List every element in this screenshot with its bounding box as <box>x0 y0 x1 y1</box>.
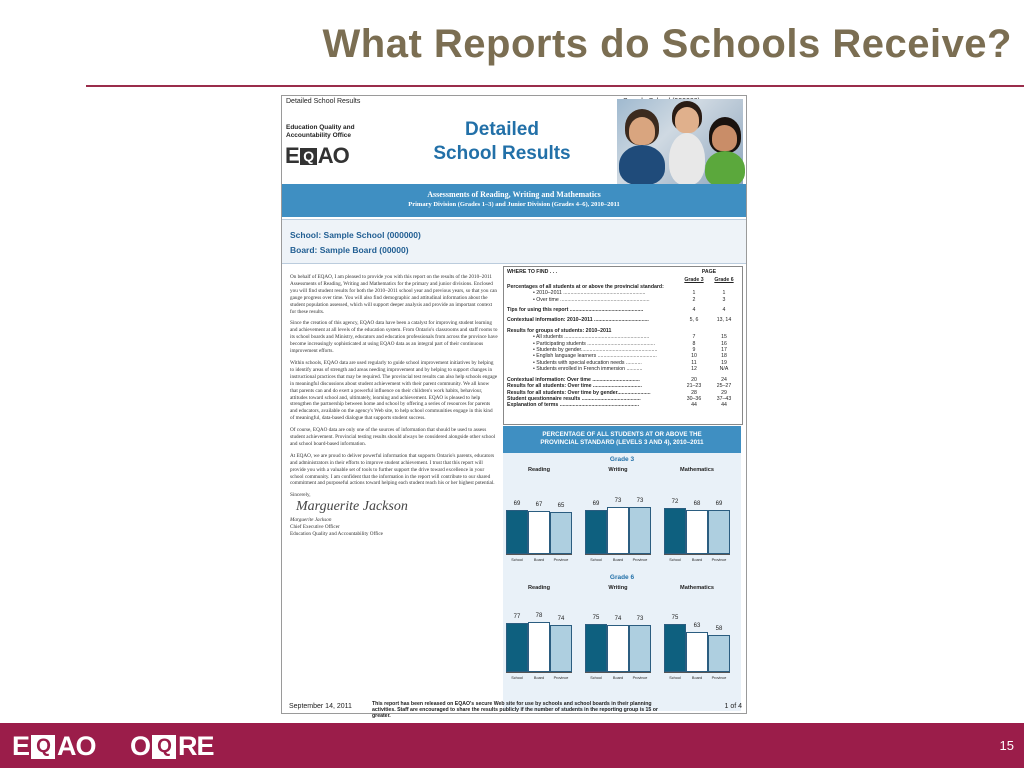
bar-province <box>708 510 730 554</box>
report-image <box>281 95 747 719</box>
subject-label: Mathematics <box>680 467 714 473</box>
toc-row: • Students enrolled in French immersion ........... 12 N/A <box>533 366 729 373</box>
bar-value-label: 78 <box>535 613 543 619</box>
chart-baseline <box>585 672 651 673</box>
bar-value-label: 74 <box>557 616 565 622</box>
category-label: School <box>511 558 523 562</box>
results-panel <box>503 426 741 711</box>
toc-row: Contextual information: 2010–2011 ...................................... 5, 6 13, 14 <box>507 317 732 324</box>
bar-board <box>607 625 629 672</box>
chart-baseline <box>506 554 572 555</box>
toc-row: • Participating students ............................................... 8 16 <box>533 340 727 347</box>
assessment-banner: Assessments of Reading, Writing and Mathematics Primary Division (Grades 1–3) and Junior Division (Grades 4–6), 2010–2011 <box>282 184 746 217</box>
report-header-left: Detailed School Results <box>286 98 361 105</box>
eqao-footer-logo: E Q AO <box>12 731 96 761</box>
subject-label: Reading <box>527 585 551 591</box>
bar-value-label: 73 <box>636 616 644 622</box>
category-label: School <box>669 558 681 562</box>
toc-row: Results for groups of students: 2010–2011 <box>507 327 612 334</box>
bar-school <box>506 623 528 672</box>
bar-value-label: 67 <box>535 502 543 508</box>
oqre-footer-logo: O Q RE <box>130 731 214 761</box>
category-label: Province <box>553 558 569 562</box>
bar-school <box>585 510 607 554</box>
subject-label: Reading <box>527 467 551 473</box>
toc-row: • Over time .............................................................. 2 3 <box>533 296 726 303</box>
bar-province <box>550 512 572 554</box>
slide-title: What Reports do Schools Receive? <box>322 22 1012 66</box>
bar-board <box>528 511 550 554</box>
category-label: Board <box>691 676 703 680</box>
school-name: School: Sample School (000000) <box>290 230 421 240</box>
chart-baseline <box>506 672 572 673</box>
bar-school <box>664 508 686 554</box>
report-title: Detailed School Results <box>433 119 571 164</box>
category-label: School <box>590 676 602 680</box>
category-label: Province <box>711 676 727 680</box>
toc-row: Student questionnaire results ......................................... 30–36 37–43 <box>507 395 732 402</box>
subject-label: Writing <box>608 467 628 473</box>
grade-label: Grade 6 <box>609 574 635 581</box>
category-label: Board <box>612 558 624 562</box>
toc-row: Percentages of all students at or above the provincial standard: <box>507 283 664 290</box>
students-photo <box>617 99 743 184</box>
category-label: Board <box>691 558 703 562</box>
category-label: School <box>669 676 681 680</box>
bar-school <box>585 624 607 672</box>
bar-value-label: 75 <box>592 615 600 621</box>
school-info <box>282 219 746 264</box>
bar-value-label: 69 <box>715 501 723 507</box>
signature: Marguerite Jackson <box>296 499 408 515</box>
toc-row: Contextual information: Over time ................................. 20 24 <box>507 376 727 383</box>
bar-province <box>550 625 572 672</box>
toc-row: • 2010–2011 ......................................................... 1 1 <box>533 290 726 297</box>
toc-row: Results for all students: Over time .................................. 21–23 25–27 <box>507 383 732 390</box>
cover-letter: On behalf of EQAO, I am pleased to provide you with this report on the results of the 2010–2011 Assessments of Reading, Writing and Mathematics for the primary and junior divisions. Enclosed you will find student results for both the 2010–2011 school year and previous years, so that you can gauge progress over time. You will also find demographic and attitudinal information about the student population assessed, which will support deeper analysis and provide an important context for these results. Since the creation of this agency, EQAO data have been a catalyst for improving student learning and achievement at all levels of the education system. From Ontario's classrooms and staff rooms to its school boards and Ministry, educators and education professionals from across the province have become increasingly sophisticated at using EQAO data as an integral part of their continuous improvement efforts. Within schools, EQAO data are used regularly to guide school improvement initiatives by helping to identify areas of strength and areas needing improvement and by helping to support changes in instructional practices that may be required. The provincial test results can also help schools engage in meaningful discussions about student achievement with their parent community. We all know that parents can and do exert a powerful influence on their children's work habits, behaviour, attitudes toward school and, ultimately, learning and achievement. EQAO is pleased to help strengthen the partnership between home and school by offering a series of resources for parents and educators, available on the agency's Web site, to help school communities engage in this kind of meaningful, data-based dialogue that supports student success. Of course, EQAO data are only one of the sources of information that should be used to assess student achievement. Provincial testing results should always be considered alongside other school and school board-based information. At EQAO, we are proud to deliver powerful information that supports Ontario's parents, educators and administrators in their efforts to improve student achievement. I trust that this report will provide you with a valuable set of tools to further support the drive toward excellence in your school community. I am confident that the information in the report will contribute to our shared commitment and purposeful actions toward helping each student reach his or her highest potential. Sincerely, Marguerite Jackson Marguerite Jackson Chief Executive Officer Education Quality and Accountability Office <box>290 274 498 537</box>
where-to-find-box: WHERE TO FIND . . . PAGE Grade 3 Grade 6 Percentages of all students at or above the provincial standard: • 2010–2011 ......................................................... 1 1 • Over time .............................................................. 2 3 Tips for using this report ................................................... 4 4 Contextual information: 2010–2011 ...................................... 5, 6 13, 14 Results for groups of students: 2010–2011 • All students ........................................................... 7 15 • Participating students ............................................... 8 16 • Students by gender..................................................... 9 17 • English language learners ......................................... 10 18 • Students with special education needs ........... 11 19 • Students enrolled in French immersion ........... 12 N/A Contextual information: Over time ................................. 20 24 Results for all students: Over time .................................. 21–23 25–27 Results for all students: Over time by gender....................... 28 29 Student questionnaire results ......................................... 30–36 37–43 Explanation of terms ....................................................... 44 44 <box>503 266 743 425</box>
bar-value-label: 65 <box>557 503 565 509</box>
footer-bar <box>0 723 1024 768</box>
subject-label: Writing <box>608 585 628 591</box>
results-header: PERCENTAGE OF ALL STUDENTS AT OR ABOVE THE PROVINCIAL STANDARD (LEVELS 3 AND 4), 2010–2011 <box>503 426 741 453</box>
bar-board <box>607 507 629 554</box>
category-label: Board <box>533 676 545 680</box>
toc-row: • All students ........................................................... 7 15 <box>533 334 727 341</box>
toc-row: Tips for using this report ................................................... 4 4 <box>507 307 726 314</box>
toc-row: • English language learners ......................................... 10 18 <box>533 353 727 360</box>
chart-baseline <box>585 554 651 555</box>
bar-value-label: 58 <box>715 626 723 632</box>
report-footer: September 14, 2011 This report has been released on EQAO's secure Web site for use by schools and school boards in their planning activities. Staff are encouraged to share the results publicly if the number of students in the reporting group is 15 or greater. 1 of 4 <box>289 701 742 719</box>
org-name: Education Quality and Accountability Office <box>286 124 355 139</box>
subject-label: Mathematics <box>680 585 714 591</box>
bar-value-label: 73 <box>636 498 644 504</box>
category-label: Province <box>632 676 648 680</box>
bar-province <box>708 635 730 672</box>
category-label: Province <box>711 558 727 562</box>
chart-baseline <box>664 672 730 673</box>
bar-value-label: 74 <box>614 616 622 622</box>
toc-row: • Students by gender..................................................... 9 17 <box>533 347 727 354</box>
category-label: Province <box>632 558 648 562</box>
bar-value-label: 68 <box>693 501 701 507</box>
bar-board <box>528 622 550 672</box>
category-label: Board <box>612 676 624 680</box>
eqao-logo: E Q AO <box>285 143 349 168</box>
page-number: 15 <box>999 738 1014 753</box>
bar-value-label: 75 <box>671 615 679 621</box>
bar-school <box>506 510 528 554</box>
bar-board <box>686 510 708 554</box>
grade-label: Grade 3 <box>609 456 635 463</box>
bar-school <box>664 624 686 672</box>
bar-value-label: 69 <box>513 501 521 507</box>
bar-board <box>686 632 708 672</box>
bar-value-label: 63 <box>693 623 701 629</box>
toc-row: • Students with special education needs ........... 11 19 <box>533 359 727 366</box>
board-name: Board: Sample Board (00000) <box>290 245 409 255</box>
category-label: School <box>590 558 602 562</box>
bar-value-label: 77 <box>513 614 521 620</box>
chart-baseline <box>664 554 730 555</box>
bar-province <box>629 625 651 672</box>
category-label: Board <box>533 558 545 562</box>
toc-row: Explanation of terms ....................................................... 44 44 <box>507 402 727 409</box>
bar-province <box>629 507 651 554</box>
category-label: School <box>511 676 523 680</box>
category-label: Province <box>553 676 569 680</box>
toc-row: Results for all students: Over time by gender....................... 28 29 <box>507 389 727 396</box>
bar-value-label: 73 <box>614 498 622 504</box>
title-divider <box>86 85 1024 87</box>
bar-value-label: 69 <box>592 501 600 507</box>
bar-value-label: 72 <box>671 499 679 505</box>
